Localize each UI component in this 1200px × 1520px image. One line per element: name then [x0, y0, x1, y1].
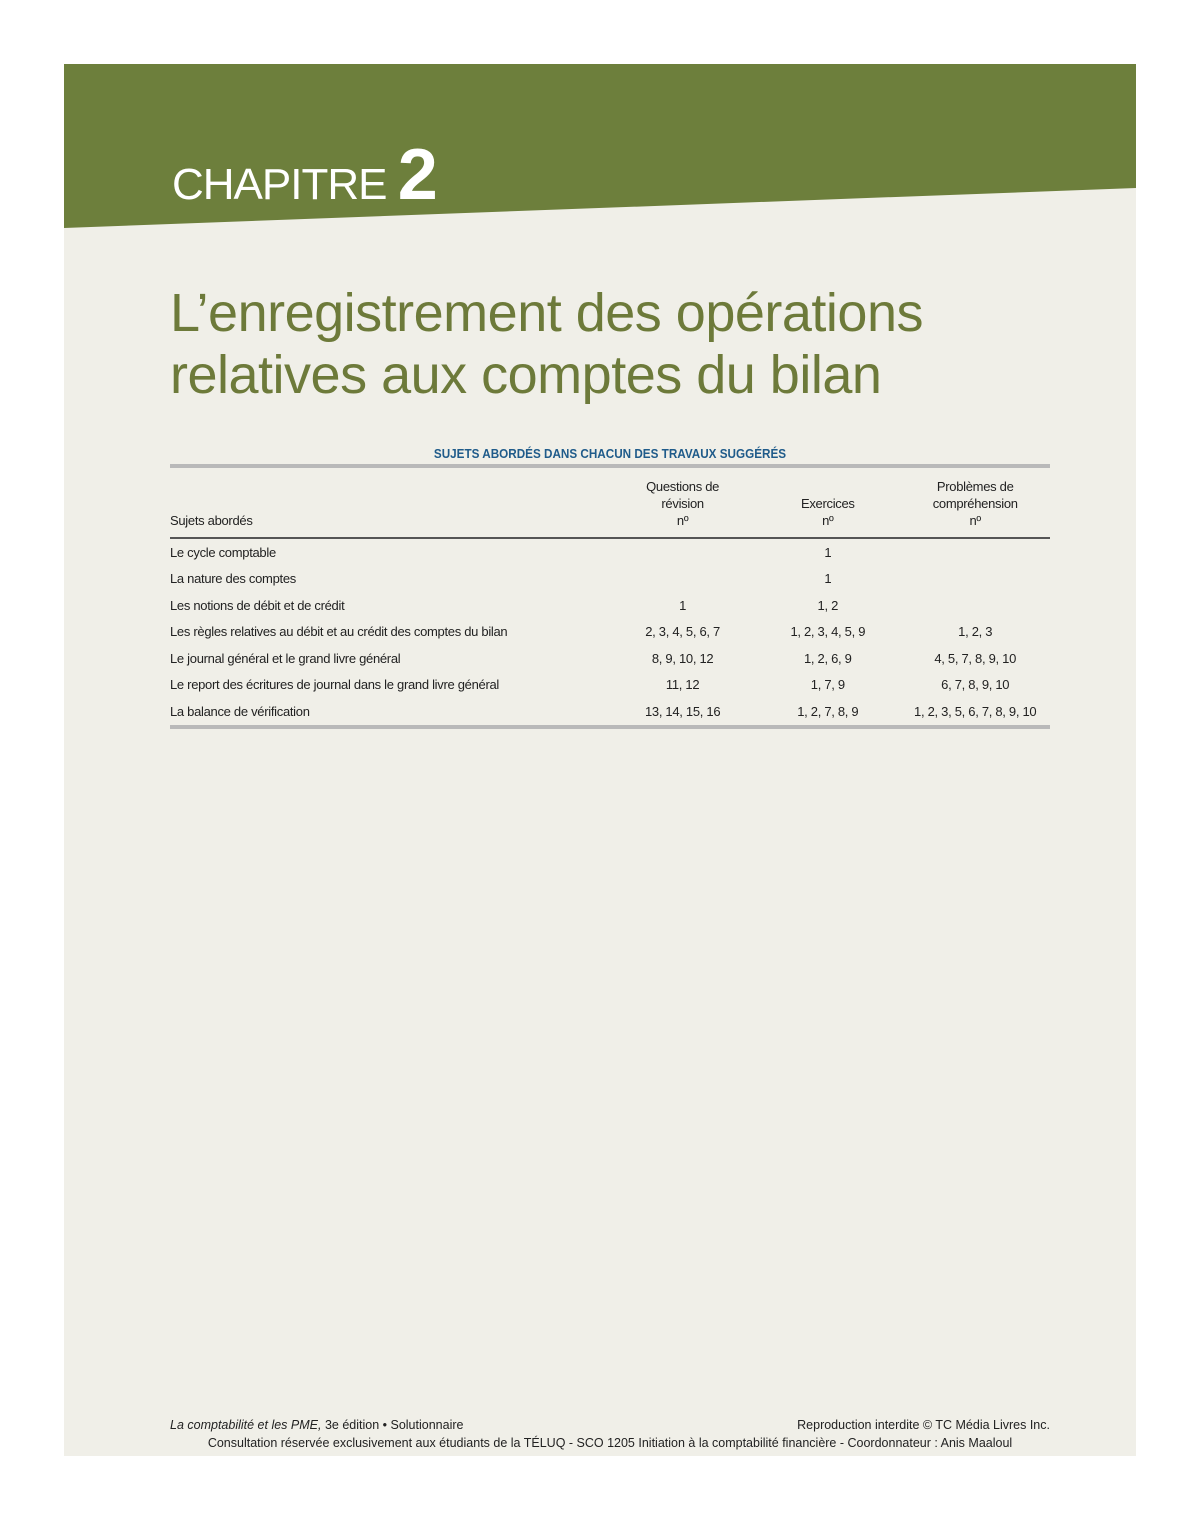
- table-cell: [610, 566, 755, 593]
- table-row: [170, 538, 1050, 566]
- table-cell: 1, 2: [817, 597, 839, 613]
- table-cell: 1: [824, 544, 832, 560]
- column-header-line: révision: [661, 496, 704, 511]
- table-cell: Les notions de débit et de crédit: [170, 597, 345, 613]
- table-cell: 6, 7, 8, 9, 10: [941, 677, 1010, 693]
- column-header-line: nº: [822, 513, 834, 528]
- column-header-line: Questions de: [646, 479, 720, 494]
- chapter-title: [170, 282, 923, 406]
- footer-notice: Consultation réservée exclusivement aux étudiants de la TÉLUQ - SCO 1205 Initiation à la comptabilité financière - Coordonnateur : Anis Maaloul: [207, 1436, 1013, 1450]
- topics-table: [170, 464, 1050, 729]
- table-title: SUJETS ABORDÉS DANS CHACUN DES TRAVAUX SUGGÉRÉS: [433, 446, 787, 461]
- chapter-number: 2: [397, 135, 437, 215]
- table-cell: 8, 9, 10, 12: [651, 650, 714, 666]
- table-cell: 1: [824, 571, 832, 587]
- table-cell: 1, 2, 6, 9: [804, 650, 852, 666]
- table-cell: [900, 538, 1050, 566]
- table-cell: Les règles relatives au débit et au crédit des comptes du bilan: [170, 624, 508, 640]
- table-cell: 11, 12: [665, 677, 700, 693]
- column-header-line: nº: [676, 513, 689, 528]
- table-cell: La nature des comptes: [170, 571, 296, 587]
- table-row: [170, 619, 1050, 646]
- table-cell: 1: [679, 597, 687, 613]
- table-cell: 1, 2, 3, 5, 6, 7, 8, 9, 10: [914, 703, 1037, 719]
- table-cell: 1, 7, 9: [810, 677, 845, 693]
- table-cell: 2, 3, 4, 5, 6, 7: [645, 624, 720, 640]
- footer-edition: 3e édition • Solutionnaire: [324, 1418, 464, 1432]
- page: [64, 64, 1136, 1456]
- table-cell: Le journal général et le grand livre général: [170, 650, 401, 666]
- table-cell: Le report des écritures de journal dans le grand livre général: [170, 677, 499, 693]
- table-cell: [610, 538, 755, 566]
- column-header: [170, 466, 610, 538]
- column-header: [610, 466, 755, 538]
- table-cell: 1, 2, 3, 4, 5, 9: [790, 624, 866, 640]
- footer-copyright: Reproduction interdite © TC Média Livres Inc.: [797, 1418, 1050, 1432]
- chapter-heading: [172, 134, 437, 216]
- table-cell: Le cycle comptable: [170, 544, 276, 560]
- table-cell: La balance de vérification: [170, 703, 310, 719]
- column-header-line: Exercices: [800, 496, 855, 511]
- table-header-row: [170, 466, 1050, 538]
- column-header-line: compréhension: [932, 496, 1018, 511]
- table-row: [170, 672, 1050, 699]
- table-row: [170, 592, 1050, 619]
- chapter-label: CHAPITRE: [172, 160, 387, 209]
- title-line-2: relatives aux comptes du bilan: [170, 345, 882, 405]
- column-header: [900, 466, 1050, 538]
- table-row: [170, 698, 1050, 727]
- column-header-line: Problèmes de: [936, 479, 1014, 494]
- column-header-line: nº: [969, 513, 981, 528]
- footer-book: La comptabilité et les PME,: [170, 1418, 322, 1432]
- table-row: [170, 566, 1050, 593]
- table-row: [170, 645, 1050, 672]
- title-line-1: L’enregistrement des opérations: [170, 283, 923, 343]
- table-cell: [900, 566, 1050, 593]
- table-cell: 13, 14, 15, 16: [644, 703, 721, 719]
- table-cell: [900, 592, 1050, 619]
- table-cell: 4, 5, 7, 8, 9, 10: [934, 650, 1017, 666]
- table-cell: 1, 2, 3: [958, 624, 993, 640]
- column-header-line: Sujets abordés: [170, 513, 253, 528]
- column-header: [755, 466, 900, 538]
- table-cell: 1, 2, 7, 8, 9: [797, 703, 859, 719]
